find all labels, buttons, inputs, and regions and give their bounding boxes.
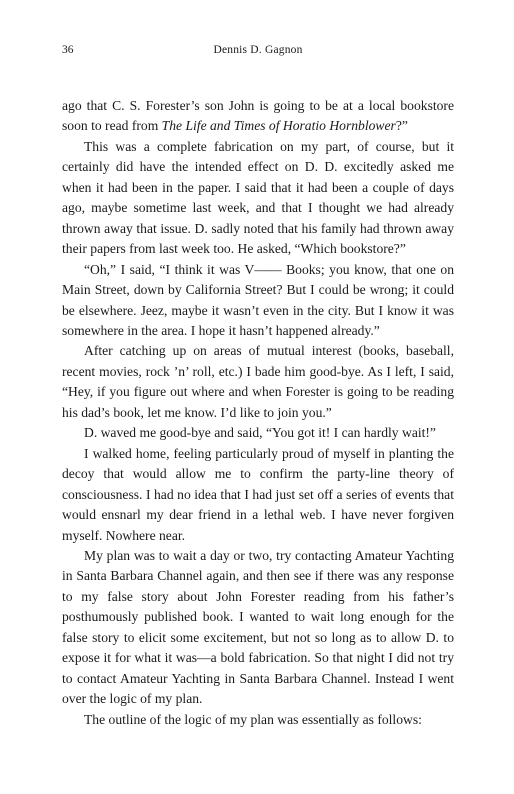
paragraph	[62, 137, 454, 260]
body-text	[62, 96, 454, 730]
running-head	[62, 42, 454, 58]
paragraph-text: ?”	[395, 118, 408, 134]
paragraph-text: This was a complete fabrication on my part, of course, but it certainly did have the intended effect on D. D. excitedly asked me when it had been in the paper. I said that it had been a couple of days ago, maybe sometime last week, and that I thought we had already thrown away that issue. D. sadly noted that his family had thrown away their papers from last week too. He asked, “Which bookstore?”	[62, 138, 454, 257]
paragraph-text: My plan was to wait a day or two, try contacting Amateur Yachting in Santa Barbara Channel again, and then see if there was any response to my false story about John Forester reading from his father’s posthumously published book. I wanted to wait long enough for the false story to elicit some excitement, but not so long as to allow D. to expose it for what it was—a bold fabrication. So that night I did not try to contact Amateur Yachting in Santa Barbara Channel. Instead I went over the logic of my plan.	[62, 547, 454, 707]
paragraph-text: “Oh,” I said, “I think it was V—— Books; you know, that one on Main Street, down by California Street? But I could be wrong; it could be elsewhere. Jeez, maybe it wasn’t even in the city. But I know it was somewhere in the area. I hope it hasn’t happened already.”	[62, 261, 454, 338]
paragraph	[62, 96, 454, 137]
paragraph-text: D. waved me good-bye and said, “You got it! I can hardly wait!”	[84, 425, 436, 441]
paragraph-text: The outline of the logic of my plan was essentially as follows:	[84, 711, 422, 727]
page-number: 36	[62, 44, 74, 56]
paragraph	[62, 260, 454, 342]
paragraph	[62, 710, 454, 730]
paragraph	[62, 444, 454, 546]
book-title: The Life and Times of Horatio Hornblower	[161, 118, 396, 134]
paragraph	[62, 546, 454, 710]
paragraph-text: I walked home, feeling particularly proud of myself in planting the decoy that would allow me to confirm the party-line theory of consciousness. I had no idea that I had just set off a series of events that would ensnarl my dear friend in a lethal web. I have never forgiven myself. Nowhere near.	[62, 445, 454, 543]
paragraph-text: ago that C. S. Forester’s son John is going to be at a local bookstore soon to read from	[62, 98, 454, 134]
paragraph-text: After catching up on areas of mutual interest (books, baseball, recent movies, rock ’n’ roll, etc.) I bade him good-bye. As I left, I said, “Hey, if you figure out where and when Forester is going to be reading his dad’s book, let me know. I’d like to join you.”	[62, 343, 454, 420]
paragraph	[62, 423, 454, 443]
paragraph	[62, 341, 454, 423]
running-title: Dennis D. Gagnon	[213, 44, 303, 56]
